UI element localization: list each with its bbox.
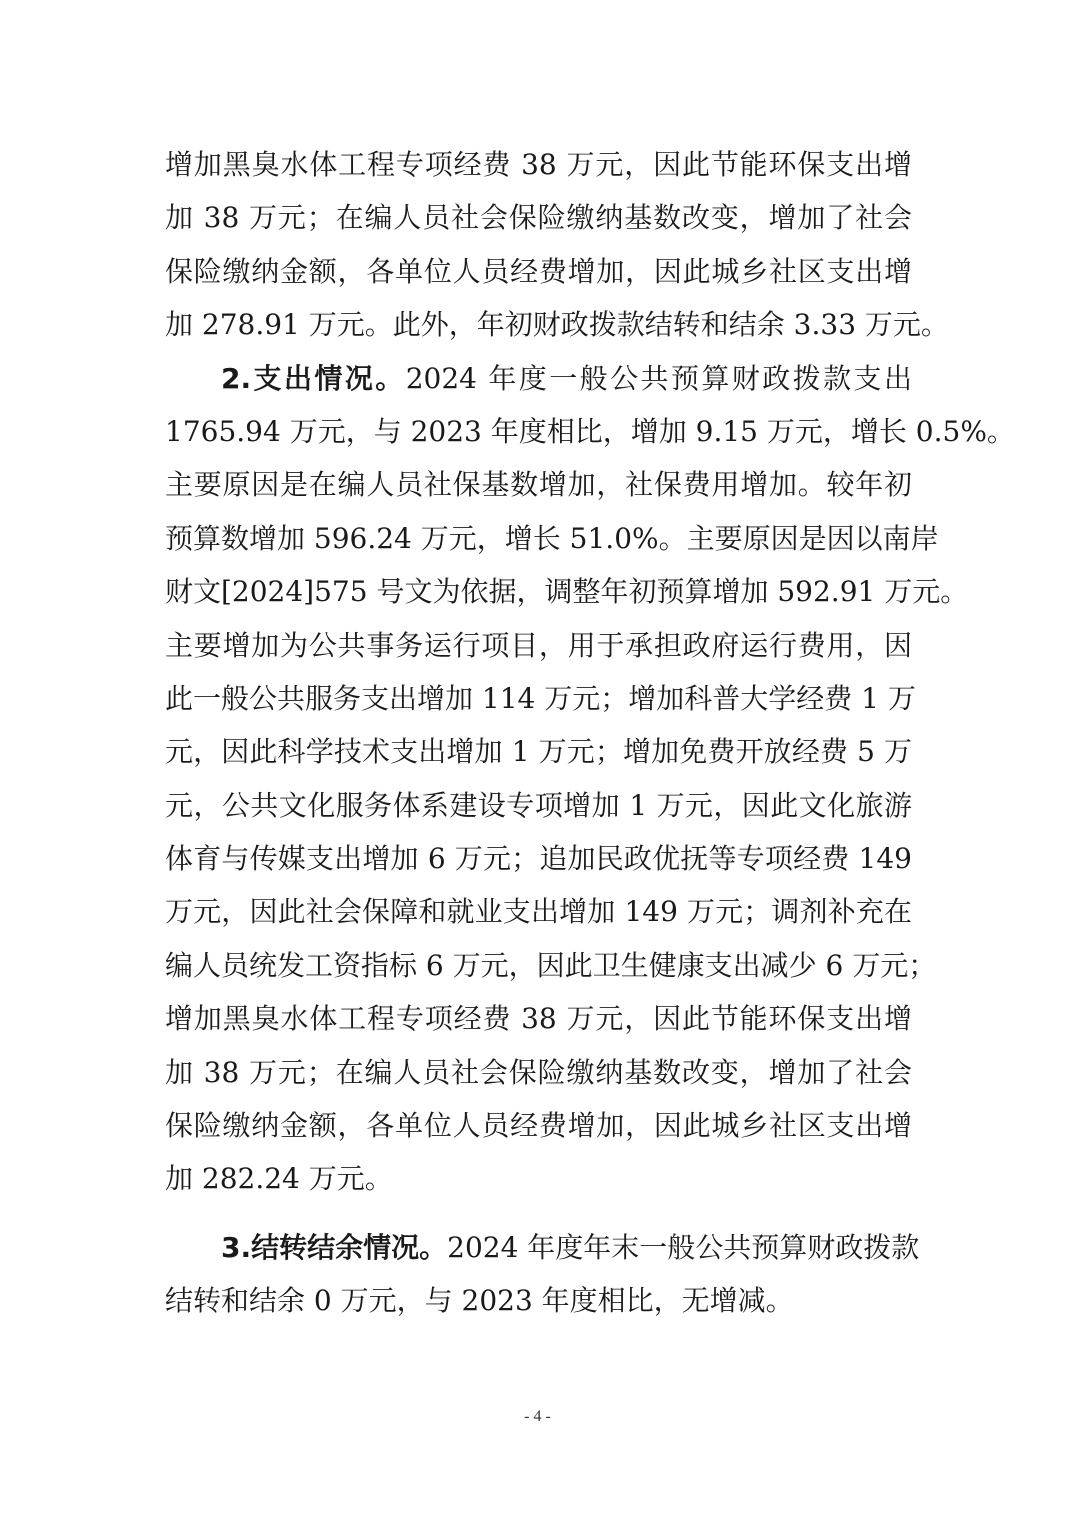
text-line: 财文[2024]575 号文为依据，调整年初预算增加 592.91 万元。 (165, 575, 969, 609)
text-line: 增加黑臭水体工程专项经费 38 万元，因此节能环保支出增 (165, 148, 912, 181)
text-line: 预算数增加 596.24 万元，增长 51.0%。主要原因是因以南岸 (165, 521, 939, 555)
text-line: 加 38 万元；在编人员社会保险缴纳基数改变，增加了社会 (165, 201, 912, 235)
section-heading: 3.结转结余情况。 (221, 1230, 448, 1264)
text-line: 1765.94 万元，与 2023 年度相比，增加 9.15 万元，增长 0.5%。 (165, 414, 1015, 448)
text-line (165, 357, 912, 410)
text-line: 加 282.24 万元。 (165, 1162, 393, 1196)
text-line: 元，因此科学技术支出增加 1 万元；增加免费开放经费 5 万 (165, 735, 912, 769)
text-line: 元，公共文化服务体系建设专项增加 1 万元，因此文化旅游 (165, 788, 912, 822)
paragraph-carryover (165, 1226, 920, 1333)
document-body (165, 143, 1015, 1333)
text-line (165, 1226, 920, 1279)
text-line: 主要增加为公共事务运行项目，用于承担政府运行费用，因 (165, 628, 912, 662)
text-line: 保险缴纳金额，各单位人员经费增加，因此城乡社区支出增 (165, 254, 912, 288)
paragraph-income-summary (165, 143, 949, 357)
text-line: 加 38 万元；在编人员社会保险缴纳基数改变，增加了社会 (165, 1055, 912, 1089)
text-span: 2024 年度一般公共预算财政拨款支出 (405, 361, 912, 395)
text-line: 主要原因是在编人员社保基数增加，社保费用增加。较年初 (165, 468, 912, 502)
text-line: 保险缴纳金额，各单位人员经费增加，因此城乡社区支出增 (165, 1109, 912, 1143)
text-line: 编人员统发工资指标 6 万元，因此卫生健康支出减少 6 万元； (165, 948, 937, 982)
text-line: 增加黑臭水体工程专项经费 38 万元，因此节能环保支出增 (165, 1002, 912, 1036)
text-line: 体育与传媒支出增加 6 万元；追加民政优抚等专项经费 149 (165, 842, 912, 876)
section-heading: 2.支出情况。 (221, 361, 406, 395)
text-span: 2024 年度年末一般公共预算财政拨款 (447, 1230, 920, 1264)
text-line: 此一般公共服务支出增加 114 万元；增加科普大学经费 1 万 (165, 681, 916, 715)
page-number: - 4 - (524, 1408, 551, 1425)
text-line: 万元，因此社会保障和就业支出增加 149 万元；调剂补充在 (165, 895, 912, 929)
text-line: 结转和结余 0 万元，与 2023 年度相比，无增减。 (165, 1284, 794, 1318)
text-line: 加 278.91 万元。此外，年初财政拨款结转和结余 3.33 万元。 (165, 308, 949, 342)
paragraph-expenditure (165, 357, 1015, 1211)
